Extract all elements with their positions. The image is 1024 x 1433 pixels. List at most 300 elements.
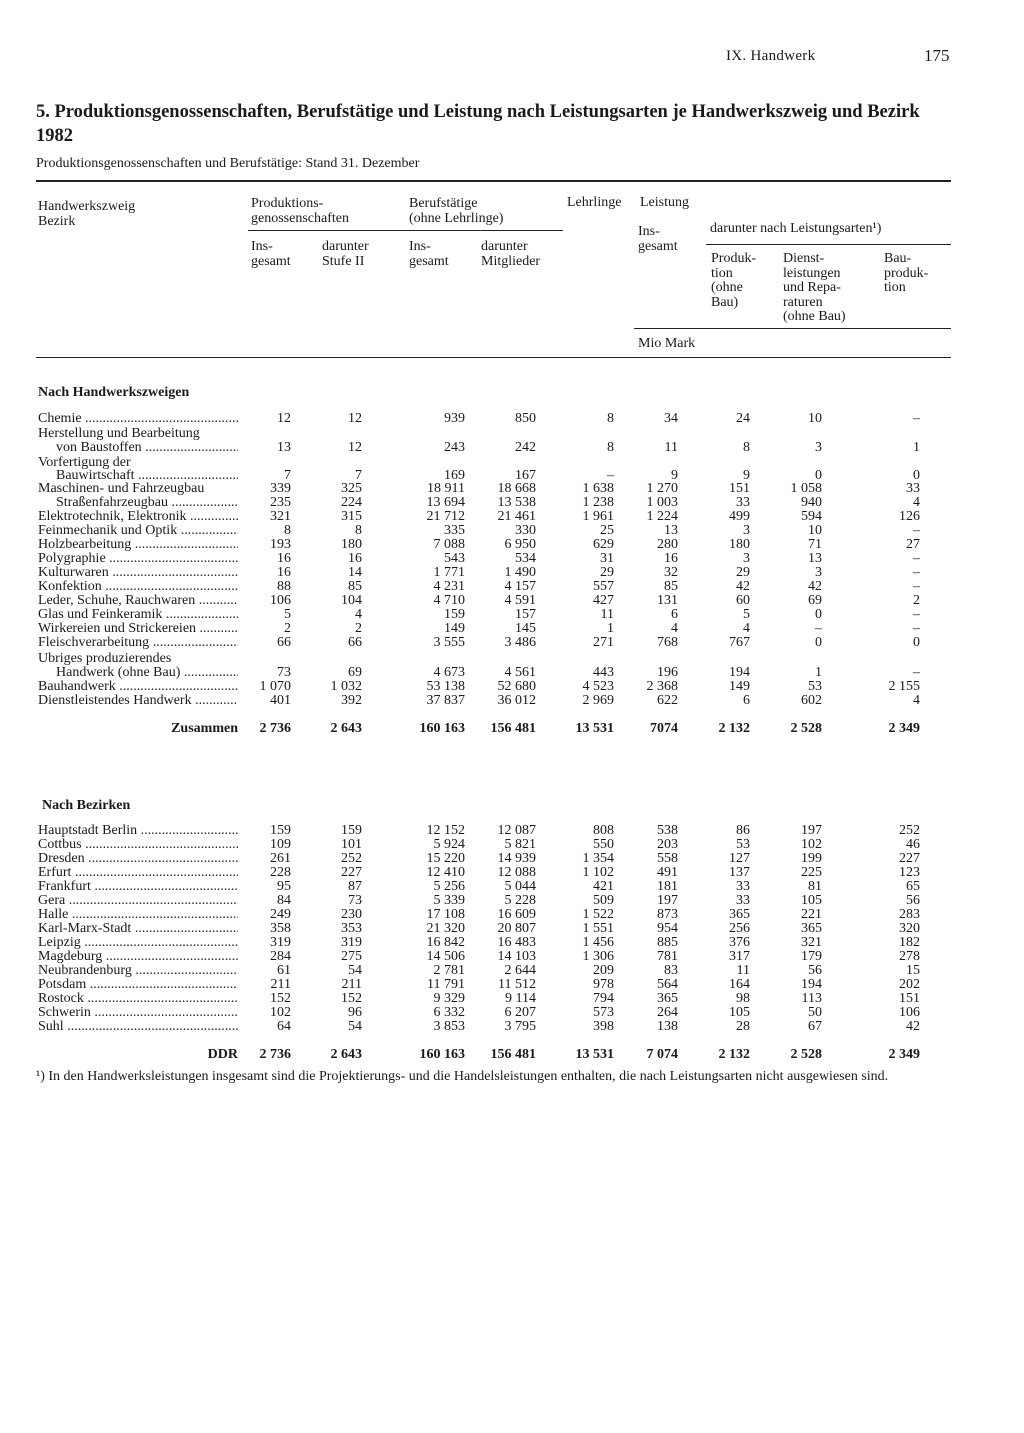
cell-col-7: 33 — [736, 879, 750, 894]
section-title-branches: Nach Handwerkszweigen — [38, 385, 190, 400]
cell-col-1: 159 — [270, 823, 291, 838]
cell-col-1: 13 — [277, 440, 291, 455]
section-title-districts: Nach Bezirken — [42, 798, 131, 813]
row-label: Kulturwaren ..... — [38, 566, 238, 580]
cell-col-6: 885 — [657, 935, 678, 950]
cell-col-4: 157 — [515, 607, 536, 622]
cell-col-9: 123 — [899, 865, 920, 880]
cell-col-2: 4 — [355, 607, 362, 622]
cell-col-3: 3 555 — [433, 635, 465, 650]
cell-col-8: 2 528 — [790, 1047, 822, 1062]
footnote: ¹) In den Handwerksleistungen insgesamt sind die Projektierungs- und die Handelsleistungen enthalten, die nach Leistungsarten nicht ausgewiesen sind. — [36, 1069, 889, 1084]
cell-col-1: 321 — [270, 509, 291, 524]
cell-col-4: 36 012 — [497, 693, 536, 708]
cell-col-9: 15 — [906, 963, 920, 978]
cell-col-3: 3 853 — [433, 1019, 465, 1034]
cell-col-7: 33 — [736, 495, 750, 510]
cell-col-1: 319 — [270, 935, 291, 950]
row-label: DDR — [207, 1048, 238, 1062]
cell-col-3: 16 842 — [426, 935, 465, 950]
row-label: Dresden ..... — [38, 852, 238, 866]
cell-col-4: 16 483 — [497, 935, 536, 950]
cell-col-9: 202 — [899, 977, 920, 992]
row-label: Neubrandenburg ..... — [38, 964, 238, 978]
row-label: Potsdam ..... — [38, 978, 238, 992]
cell-col-5: 629 — [593, 537, 614, 552]
cell-col-7: 376 — [729, 935, 750, 950]
cell-col-5: 1 638 — [582, 481, 614, 496]
cell-col-7: 317 — [729, 949, 750, 964]
cell-col-2: 73 — [348, 893, 362, 908]
cell-col-1: 88 — [277, 579, 291, 594]
table-title: 5. Produktionsgenossenschaften, Berufstätige und Leistung nach Leistungsarten je Handwerkszweig und Bezirk 1982 — [36, 102, 920, 146]
table-row — [0, 680, 1024, 694]
cell-col-2: 152 — [341, 991, 362, 1006]
cell-col-4: 850 — [515, 411, 536, 426]
cell-col-2: 101 — [341, 837, 362, 852]
cell-col-7: 11 — [736, 963, 750, 978]
row-label: Gera ..... — [38, 894, 238, 908]
cell-col-2: 54 — [348, 963, 362, 978]
cell-col-8: 602 — [801, 693, 822, 708]
cell-col-5: 794 — [593, 991, 614, 1006]
cell-col-6: 34 — [664, 411, 678, 426]
cell-col-6: 32 — [664, 565, 678, 580]
table-row — [0, 978, 1024, 992]
cell-col-6: 4 — [671, 621, 678, 636]
table-row — [0, 964, 1024, 978]
cell-col-5: 13 531 — [575, 1047, 614, 1062]
cell-col-9: 106 — [899, 1005, 920, 1020]
table-row — [0, 566, 1024, 580]
cell-col-4: 156 481 — [490, 1047, 536, 1062]
cell-col-3: 5 339 — [433, 893, 465, 908]
cell-col-6: 365 — [657, 991, 678, 1006]
cell-col-9: – — [913, 551, 920, 566]
cell-col-8: 1 — [815, 665, 822, 680]
table-row — [0, 908, 1024, 922]
cell-col-3: 53 138 — [426, 679, 465, 694]
cell-col-4: 242 — [515, 440, 536, 455]
cell-col-3: 18 911 — [427, 481, 465, 496]
table-row — [0, 694, 1024, 708]
cell-col-4: 6 207 — [504, 1005, 536, 1020]
cell-col-1: 5 — [284, 607, 291, 622]
cell-col-1: 12 — [277, 411, 291, 426]
cell-col-9: 151 — [899, 991, 920, 1006]
cell-col-4: 534 — [515, 551, 536, 566]
cell-col-6: 538 — [657, 823, 678, 838]
cell-col-3: 5 256 — [433, 879, 465, 894]
cell-col-7: 365 — [729, 907, 750, 922]
cell-col-9: 1 — [913, 440, 920, 455]
cell-col-2: 325 — [341, 481, 362, 496]
cell-col-1: 261 — [270, 851, 291, 866]
cell-col-5: 1 551 — [582, 921, 614, 936]
cell-col-3: 4 710 — [433, 593, 465, 608]
cell-col-8: 2 528 — [790, 721, 822, 736]
row-label: Erfurt ..... — [38, 866, 238, 880]
cell-col-7: 2 132 — [718, 1047, 750, 1062]
cell-col-3: 5 924 — [433, 837, 465, 852]
header-output-by-type: darunter nach Leistungsarten¹) — [710, 221, 882, 236]
table-row — [0, 936, 1024, 950]
cell-col-4: 145 — [515, 621, 536, 636]
cell-col-7: 2 132 — [718, 721, 750, 736]
cell-col-9: 2 — [913, 593, 920, 608]
cell-col-2: 104 — [341, 593, 362, 608]
cell-col-9: 2 155 — [888, 679, 920, 694]
table-row — [0, 552, 1024, 566]
cell-col-4: 18 668 — [497, 481, 536, 496]
cell-col-2: 2 643 — [330, 1047, 362, 1062]
header-bt-total: Ins- gesamt — [409, 239, 449, 269]
cell-col-1: 8 — [284, 523, 291, 538]
cell-col-9: 4 — [913, 693, 920, 708]
cell-col-6: 280 — [657, 537, 678, 552]
cell-col-3: 160 163 — [419, 721, 465, 736]
cell-col-5: 1 238 — [582, 495, 614, 510]
cell-col-4: 6 950 — [504, 537, 536, 552]
cell-col-8: 10 — [808, 411, 822, 426]
cell-col-4: 9 114 — [505, 991, 536, 1006]
table-row — [0, 880, 1024, 894]
cell-col-6: 131 — [657, 593, 678, 608]
cell-col-1: 66 — [277, 635, 291, 650]
header-construction: Bau- produk- tion — [884, 251, 929, 295]
cell-col-8: 81 — [808, 879, 822, 894]
cell-col-2: 319 — [341, 935, 362, 950]
cell-col-2: 353 — [341, 921, 362, 936]
header-bottom-rule — [36, 357, 951, 358]
cell-col-8: 197 — [801, 823, 822, 838]
cell-col-7: 60 — [736, 593, 750, 608]
cell-col-9: – — [913, 621, 920, 636]
cell-col-4: 14 103 — [497, 949, 536, 964]
cell-col-7: 105 — [729, 1005, 750, 1020]
cell-col-5: 1 — [607, 621, 614, 636]
cell-col-3: 6 332 — [433, 1005, 465, 1020]
cell-col-6: 954 — [657, 921, 678, 936]
cell-col-3: 939 — [444, 411, 465, 426]
cell-col-4: 13 538 — [497, 495, 536, 510]
cell-col-7: 53 — [736, 837, 750, 852]
cell-col-5: 509 — [593, 893, 614, 908]
table-row — [0, 652, 1024, 666]
cell-col-3: 243 — [444, 440, 465, 455]
cell-col-1: 401 — [270, 693, 291, 708]
cell-col-9: 56 — [906, 893, 920, 908]
cell-col-8: 10 — [808, 523, 822, 538]
row-label: Glas und Feinkeramik ..... — [38, 608, 238, 622]
table-row — [0, 482, 1024, 496]
cell-col-1: 16 — [277, 551, 291, 566]
row-label: Suhl ..... — [38, 1020, 238, 1034]
total2-total-row — [0, 1048, 1024, 1062]
cell-col-8: 50 — [808, 1005, 822, 1020]
cell-col-8: 0 — [815, 607, 822, 622]
cell-col-5: 1 456 — [582, 935, 614, 950]
cell-col-8: 1 058 — [790, 481, 822, 496]
row-label: Leder, Schuhe, Rauchwaren ..... — [38, 594, 238, 608]
cell-col-3: 169 — [444, 468, 465, 483]
header-output-total: Ins- gesamt — [638, 224, 678, 254]
cell-col-2: 2 — [355, 621, 362, 636]
cell-col-9: 0 — [913, 635, 920, 650]
cell-col-6: 264 — [657, 1005, 678, 1020]
cell-col-9: 2 349 — [888, 1047, 920, 1062]
cell-col-9: 0 — [913, 468, 920, 483]
cell-col-8: 0 — [815, 635, 822, 650]
cell-col-7: 5 — [743, 607, 750, 622]
cell-col-4: 12 087 — [497, 823, 536, 838]
table-row — [0, 666, 1024, 680]
cell-col-2: 16 — [348, 551, 362, 566]
row-label: Cottbus ..... — [38, 838, 238, 852]
cell-col-5: 271 — [593, 635, 614, 650]
cell-col-5: 978 — [593, 977, 614, 992]
cell-col-1: 339 — [270, 481, 291, 496]
cell-col-3: 4 231 — [433, 579, 465, 594]
cell-col-7: 256 — [729, 921, 750, 936]
row-label: Holzbearbeitung ..... — [38, 538, 238, 552]
cell-col-1: 64 — [277, 1019, 291, 1034]
table-subtitle: Produktionsgenossenschaften und Berufstätige: Stand 31. Dezember — [36, 156, 420, 171]
cell-col-3: 4 673 — [433, 665, 465, 680]
cell-col-3: 159 — [444, 607, 465, 622]
table-row — [0, 510, 1024, 524]
cell-col-5: 808 — [593, 823, 614, 838]
cell-col-9: – — [913, 411, 920, 426]
row-label: Schwerin ..... — [38, 1006, 238, 1020]
cell-col-2: 54 — [348, 1019, 362, 1034]
cell-col-3: 17 108 — [426, 907, 465, 922]
cell-col-1: 235 — [270, 495, 291, 510]
cell-col-5: 421 — [593, 879, 614, 894]
cell-col-3: 12 152 — [426, 823, 465, 838]
table-row — [0, 594, 1024, 608]
cell-col-6: 1 003 — [646, 495, 678, 510]
cell-col-1: 95 — [277, 879, 291, 894]
cell-col-6: 138 — [657, 1019, 678, 1034]
table-row — [0, 922, 1024, 936]
cell-col-3: 14 506 — [426, 949, 465, 964]
cell-col-1: 1 070 — [259, 679, 291, 694]
cell-col-4: 5 821 — [504, 837, 536, 852]
cell-col-2: 392 — [341, 693, 362, 708]
cell-col-8: 3 — [815, 565, 822, 580]
table-row — [0, 427, 1024, 441]
row-label: Frankfurt ..... — [38, 880, 238, 894]
cell-col-4: 5 228 — [504, 893, 536, 908]
cell-col-2: 85 — [348, 579, 362, 594]
row-label: Straßenfahrzeugbau ..... — [56, 496, 238, 510]
cell-col-6: 181 — [657, 879, 678, 894]
table-row — [0, 950, 1024, 964]
cell-col-8: 67 — [808, 1019, 822, 1034]
row-label: Dienstleistendes Handwerk ..... — [38, 694, 238, 708]
table-row — [0, 992, 1024, 1006]
cell-col-8: – — [815, 621, 822, 636]
cell-col-5: 209 — [593, 963, 614, 978]
cell-col-7: 127 — [729, 851, 750, 866]
cell-col-7: 6 — [743, 693, 750, 708]
cell-col-9: 2 349 — [888, 721, 920, 736]
cell-col-8: 13 — [808, 551, 822, 566]
cell-col-4: 156 481 — [490, 721, 536, 736]
cell-col-6: 558 — [657, 851, 678, 866]
cell-col-1: 16 — [277, 565, 291, 580]
total1-total-row — [0, 722, 1024, 736]
cell-col-8: 365 — [801, 921, 822, 936]
cell-col-8: 69 — [808, 593, 822, 608]
cell-col-2: 227 — [341, 865, 362, 880]
cell-col-5: 31 — [600, 551, 614, 566]
cell-col-6: 564 — [657, 977, 678, 992]
cell-col-2: 96 — [348, 1005, 362, 1020]
header-output: Leistung — [640, 195, 689, 210]
cell-col-8: 221 — [801, 907, 822, 922]
cell-col-2: 230 — [341, 907, 362, 922]
cell-col-7: 767 — [729, 635, 750, 650]
cell-col-8: 53 — [808, 679, 822, 694]
cell-col-4: 20 807 — [497, 921, 536, 936]
cell-col-5: 8 — [607, 411, 614, 426]
cell-col-8: 71 — [808, 537, 822, 552]
cell-col-6: 7 074 — [646, 1047, 678, 1062]
cell-col-1: 2 736 — [259, 721, 291, 736]
cell-col-4: 330 — [515, 523, 536, 538]
row-label: Feinmechanik und Optik ..... — [38, 524, 238, 538]
cell-col-7: 151 — [729, 481, 750, 496]
cell-col-3: 335 — [444, 523, 465, 538]
row-label: Konfektion ..... — [38, 580, 238, 594]
cell-col-3: 11 791 — [427, 977, 465, 992]
cell-col-2: 12 — [348, 411, 362, 426]
cell-col-2: 14 — [348, 565, 362, 580]
cell-col-2: 8 — [355, 523, 362, 538]
cell-col-8: 321 — [801, 935, 822, 950]
row-label: Übriges produzierendes — [38, 652, 172, 666]
table-row — [0, 412, 1024, 426]
table-row — [0, 1020, 1024, 1034]
header-services: Dienst- leistungen und Repa- raturen (ohne Bau) — [783, 251, 846, 324]
cell-col-7: 149 — [729, 679, 750, 694]
cell-col-2: 252 — [341, 851, 362, 866]
cell-col-5: 1 102 — [582, 865, 614, 880]
cell-col-1: 7 — [284, 468, 291, 483]
cell-col-6: 2 368 — [646, 679, 678, 694]
cell-col-7: 42 — [736, 579, 750, 594]
table-row — [0, 636, 1024, 650]
table-row — [0, 838, 1024, 852]
cell-col-6: 197 — [657, 893, 678, 908]
cell-col-9: – — [913, 565, 920, 580]
cell-col-4: 1 490 — [504, 565, 536, 580]
cell-col-5: 573 — [593, 1005, 614, 1020]
cell-col-6: 16 — [664, 551, 678, 566]
cell-col-9: 4 — [913, 495, 920, 510]
cell-col-1: 152 — [270, 991, 291, 1006]
row-label: Magdeburg ..... — [38, 950, 238, 964]
cell-col-9: 278 — [899, 949, 920, 964]
row-label: Maschinen- und Fahrzeugbau — [38, 482, 205, 496]
row-label: Karl-Marx-Stadt ..... — [38, 922, 238, 936]
cell-col-3: 37 837 — [426, 693, 465, 708]
table-row — [0, 441, 1024, 455]
page-number: 175 — [924, 46, 950, 65]
row-label: Polygraphie ..... — [38, 552, 238, 566]
row-label: Herstellung und Bearbeitung — [38, 427, 200, 441]
row-label: Rostock ..... — [38, 992, 238, 1006]
header-unit-rule — [634, 328, 951, 329]
cell-col-7: 9 — [743, 468, 750, 483]
cell-col-1: 211 — [270, 977, 291, 992]
cell-col-8: 56 — [808, 963, 822, 978]
cell-col-4: 12 088 — [497, 865, 536, 880]
cell-col-4: 14 939 — [497, 851, 536, 866]
table-row — [0, 608, 1024, 622]
cell-col-6: 491 — [657, 865, 678, 880]
cell-col-9: 27 — [906, 537, 920, 552]
cell-col-8: 0 — [815, 468, 822, 483]
cell-col-6: 1 224 — [646, 509, 678, 524]
header-bt: Berufstätige (ohne Lehrlinge) — [409, 196, 504, 226]
cell-col-5: 2 969 — [582, 693, 614, 708]
header-unit: Mio Mark — [638, 336, 696, 351]
cell-col-3: 149 — [444, 621, 465, 636]
cell-col-9: – — [913, 665, 920, 680]
header-pg-total: Ins- gesamt — [251, 239, 291, 269]
cell-col-6: 622 — [657, 693, 678, 708]
row-label: Chemie ..... — [38, 412, 238, 426]
cell-col-3: 9 329 — [433, 991, 465, 1006]
cell-col-5: 8 — [607, 440, 614, 455]
cell-col-7: 137 — [729, 865, 750, 880]
cell-col-9: – — [913, 579, 920, 594]
row-label: Halle ..... — [38, 908, 238, 922]
cell-col-9: – — [913, 523, 920, 538]
cell-col-8: 105 — [801, 893, 822, 908]
cell-col-1: 102 — [270, 1005, 291, 1020]
cell-col-6: 768 — [657, 635, 678, 650]
cell-col-4: 21 461 — [497, 509, 536, 524]
cell-col-1: 228 — [270, 865, 291, 880]
cell-col-4: 16 609 — [497, 907, 536, 922]
cell-col-7: 98 — [736, 991, 750, 1006]
cell-col-9: 182 — [899, 935, 920, 950]
row-label: Fleischverarbeitung ..... — [38, 636, 238, 650]
cell-col-1: 109 — [270, 837, 291, 852]
cell-col-7: 3 — [743, 551, 750, 566]
row-label: Handwerk (ohne Bau) ..... — [56, 666, 238, 680]
cell-col-7: 28 — [736, 1019, 750, 1034]
row-label: Hauptstadt Berlin ..... — [38, 824, 238, 838]
header-subrule-right — [706, 244, 951, 245]
cell-col-1: 193 — [270, 537, 291, 552]
cell-col-1: 84 — [277, 893, 291, 908]
cell-col-5: 1 522 — [582, 907, 614, 922]
cell-col-8: 113 — [801, 991, 822, 1006]
cell-col-2: 275 — [341, 949, 362, 964]
cell-col-4: 3 486 — [504, 635, 536, 650]
cell-col-4: 4 591 — [504, 593, 536, 608]
table-row — [0, 852, 1024, 866]
row-label: Zusammen — [171, 722, 238, 736]
cell-col-6: 11 — [664, 440, 678, 455]
cell-col-9: 283 — [899, 907, 920, 922]
header-apprentices: Lehrlinge — [567, 195, 622, 210]
